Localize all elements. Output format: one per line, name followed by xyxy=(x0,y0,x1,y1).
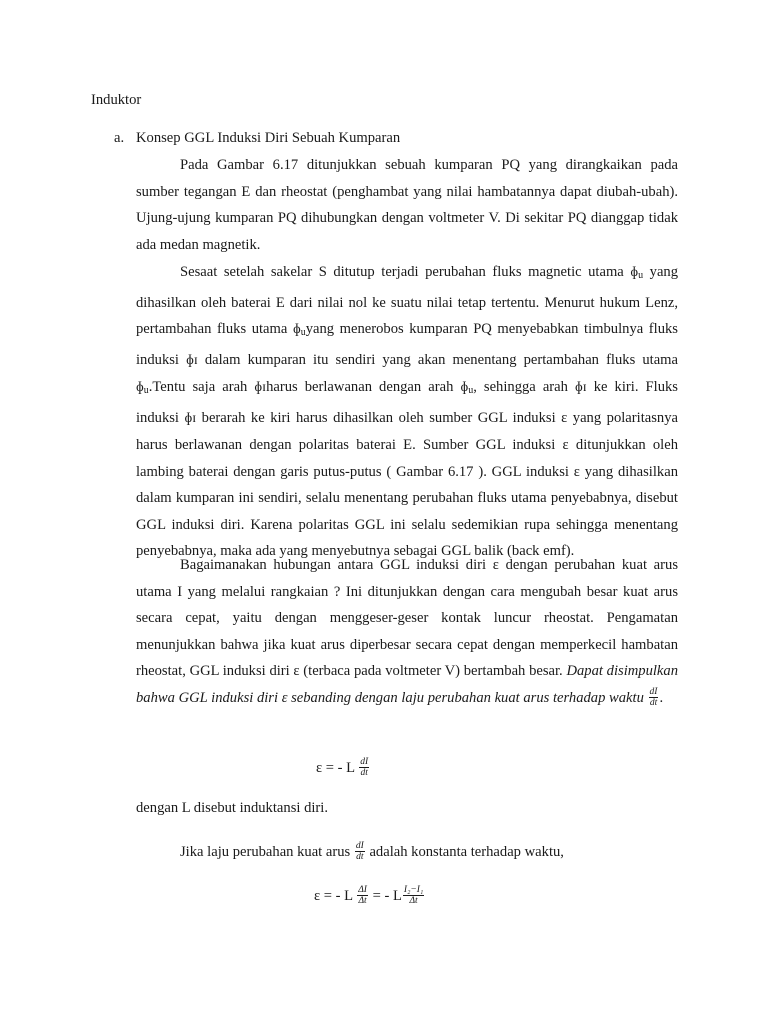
paragraph-3-conclusion: Dapat disimpulkan bahwa GGL induksi diri ε sebanding dengan laju perubahan kuat arus terhadap waktu xyxy=(136,663,679,706)
phi-i-symbol: ɸɪ xyxy=(184,410,197,426)
fraction-di-dt: $\frac{dI}{dt}$ xyxy=(360,757,369,778)
phi-u-symbol: ɸ$_u$ xyxy=(292,322,306,338)
paragraph-3-text: Bagaimanakan hubungan antara GGL induksi diri ε dengan perubahan kuat arus utama I yang melalui rangkaian ? Ini ditunjukkan dengan cara mengubah besar kuat arus secara cepat, yaitu dengan menggeser-geser kontak luncur rheostat. Pengamatan menunjukkan bahwa jika kuat arus diperbesar secara cepat dengan memperkecil hambatan rheostat, GGL induksi diri ε (terbaca pada voltmeter V) bertambah besar. xyxy=(136,557,678,679)
paragraph-1-text: Pada Gambar 6.17 ditunjukkan sebuah kumparan PQ yang dirangkaikan pada sumber tegangan E dan rheostat (penghambat yang nilai hambatannya dapat diubah-ubah). Ujung-ujung kumparan PQ dihubungkan dengan voltmeter V. Di sekitar PQ dianggap tidak ada medan magnetik. xyxy=(136,157,678,253)
constant-rate-line: Jika laju perubahan kuat arus $\frac{dI}{dt}$ adalah konstanta terhadap waktu, xyxy=(180,841,564,862)
paragraph-2-text: yang menerobos kumparan PQ menyebabkan timbulnya fluks induksi xyxy=(136,321,678,368)
paragraph-2-text: Tentu saja arah xyxy=(152,379,248,395)
paragraph-2-text: berarah ke kiri harus dihasilkan oleh sumber GGL induksi ε yang polaritasnya harus berlawanan dengan polaritas baterai E. Sumber GGL induksi ε ditunjukkan oleh lambing baterai dengan garis putus-putus ( Gambar 6.17 ). GGL induksi ε yang dihasilkan dalam kumparan ini sendiri, selalu menentang perubahan fluks utama penyebabnya, disebut GGL induksi diri. Karena polaritas GGL ini selalu sedemikian rupa sehingga menentang penyebabnya, maka ada yang menyebutnya sebagai GGL balik (back emf). xyxy=(136,409,678,559)
fraction-di-dt: $\frac{dI}{dt}$ xyxy=(649,686,658,708)
inductance-definition: dengan L disebut induktansi diri. xyxy=(136,800,328,816)
paragraph-2-text: , sehingga arah xyxy=(473,379,568,395)
document-heading: Induktor xyxy=(91,92,142,108)
paragraph-2: Sesaat setelah sakelar S ditutup terjadi perubahan fluks magnetic utama ɸ$_u$ yang dihasilkan oleh baterai E dari nilai nol ke suatu nilai tetap tertentu. Menurut hukum Lenz, pertambahan fluks utama ɸ$_u$yang menerobos kumparan PQ menyebabkan timbulnya fluks induksi ɸɪ dalam kumparan itu sendiri yang akan menentang pertambahan fluks utama ɸ$_u$.Tentu saja arah ɸɪharus berlawanan dengan arah ɸ$_u$, sehingga arah ɸɪ ke kiri. Fluks induksi ɸɪ berarah ke kiri harus dihasilkan oleh sumber GGL induksi ε yang polaritasnya harus berlawanan dengan polaritas baterai E. Sumber GGL induksi ε ditunjukkan oleh lambing baterai dengan garis putus-putus ( Gambar 6.17 ). GGL induksi ε yang dihasilkan dalam kumparan ini sendiri, selalu menentang perubahan fluks utama penyebabnya, disebut GGL induksi diri. Karena polaritas GGL ini selalu sedemikian rupa sehingga menentang penyebabnya, maka ada yang menyebutnya sebagai GGL balik (back emf). xyxy=(136,264,679,559)
phi-u-symbol: ɸ$_u$ xyxy=(630,265,644,281)
paragraph-2-text: Sesaat setelah sakelar S ditutup terjadi perubahan fluks magnetic utama xyxy=(180,264,624,280)
section-label: a. xyxy=(114,130,125,146)
paragraph-2-text: harus berlawanan dengan arah xyxy=(266,379,454,395)
phi-i-symbol: ɸɪ xyxy=(575,380,587,395)
paragraph-2-text: dalam kumparan itu sendiri yang akan menentang pertambahan fluks utama xyxy=(204,351,679,368)
equation-constant-rate: ε = - L $\frac{\Delta I}{\Delta t}$ = - L $\frac{\text{I₂−I₁}}{\Delta t}$ xyxy=(314,885,424,906)
fraction-i2-minus-i1: $\frac{\text{I₂−I₁}}{\Delta t}$ xyxy=(403,885,424,906)
paragraph-1 xyxy=(136,152,678,258)
paragraph-2-text: yang dihasilkan oleh baterai E dari nilai nol ke suatu nilai tetap tertentu. Menurut hukum Lenz, pertambahan fluks utama xyxy=(136,264,679,337)
fraction-delta-i-delta-t: $\frac{\Delta I}{\Delta t}$ xyxy=(358,885,367,906)
fraction-di-dt: $\frac{dI}{dt}$ xyxy=(355,841,364,862)
phi-i-symbol: ɸɪ xyxy=(186,352,198,368)
equation-self-induction: ε = - L $\frac{dI}{dt}$ xyxy=(316,757,369,778)
paragraph-3: Bagaimanakan hubungan antara GGL induksi diri ε dengan perubahan kuat arus utama I yang melalui rangkaian ? Ini ditunjukkan dengan cara mengubah besar kuat arus secara cepat, yaitu dengan menggeser-geser kontak luncur rheostat. Pengamatan menunjukkan bahwa jika kuat arus diperbesar secara cepat dengan memperkecil hambatan rheostat, GGL induksi diri ε (terbaca pada voltmeter V) bertambah besar. Dapat disimpulkan bahwa GGL induksi diri ε sebanding dengan laju perubahan kuat arus terhadap waktu $\frac{dI}{dt}$ . xyxy=(136,557,679,708)
paragraph-2-text: ke kiri. Fluks induksi xyxy=(136,379,678,426)
phi-i-symbol: ɸɪ xyxy=(254,380,267,395)
phi-u-symbol: ɸ$_u$ xyxy=(460,380,474,396)
phi-u-symbol: ɸ$_u$ xyxy=(136,380,149,396)
section-title: Konsep GGL Induksi Diri Sebuah Kumparan xyxy=(136,130,401,146)
